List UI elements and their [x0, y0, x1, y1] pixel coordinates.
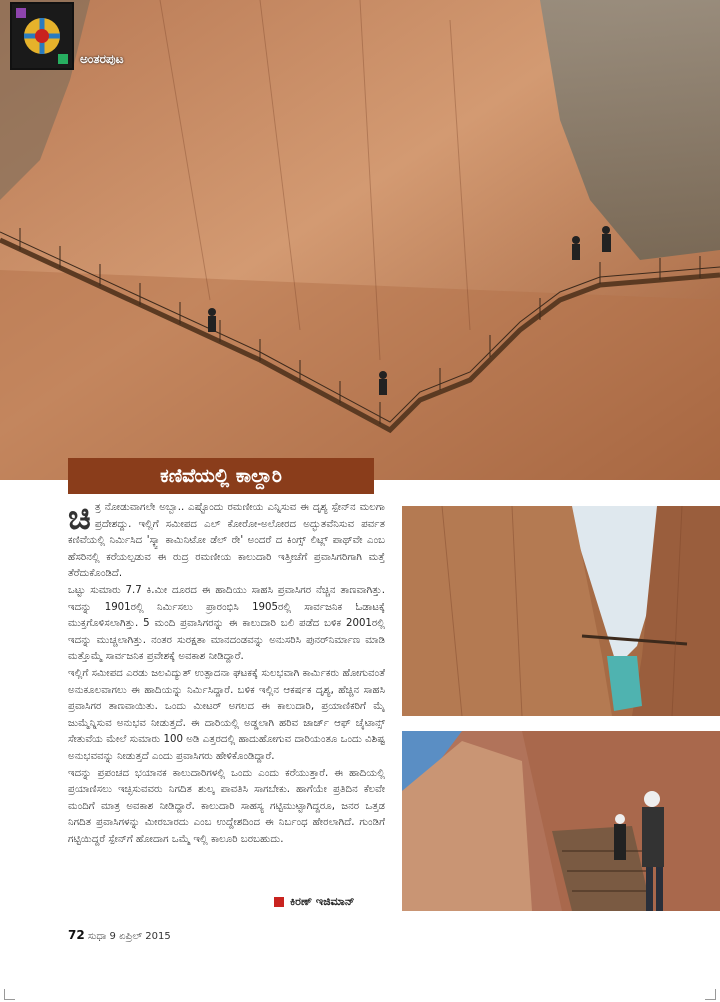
article-paragraph: ಇದನ್ನು ಪ್ರಪಂಚದ ಭಯಾನಕ ಕಾಲುದಾರಿಗಳಲ್ಲಿ ಒಂದು ಎಂದು ಕರೆಯುತ್ತಾರೆ. ಈ ಹಾದಿಯಲ್ಲಿ ಪ್ರಯಾಣಿಸಲು ಇಚ್ಛಿಸುವವರು ನಿಗದಿತ ಶುಲ್ಕ ಪಾವತಿಸಿ ಸಾಗಬೇಕು. ಹಾಗೆಯೇ ಪ್ರತಿದಿನ ಕೆಲವೇ ಮಂದಿಗೆ ಮಾತ್ರ ಅವಕಾಶ ನೀಡಿದ್ದಾರೆ. ಕಾಲುದಾರಿ ಸಾಹಸ್ಯ ಗಟ್ಟಿಮುಟ್ಟಾಗಿದ್ದರೂ, ಜನರ ಒತ್ತಡ ನಿಗದಿತ ಪ್ರವಾಸಿಗಳನ್ನು ಮೀರಬಾರದು ಎಂಬ ಉದ್ದೇಶದಿಂದ ಈ ನಿರ್ಬಂಧ ಹೇರಲಾಗಿದೆ. ಗುಂಡಿಗೆ ಗಟ್ಟಿಯಿದ್ದರೆ ಸ್ಪೇನ್‌ಗೆ ಹೋದಾಗ ಒಮ್ಮೆ ಇಲ್ಲಿ ಕಾಲೂರಿ ಬರಬಹುದು. — [68, 767, 385, 845]
crop-mark — [705, 989, 716, 1000]
photo-walkway-hikers — [402, 731, 720, 911]
hero-photo-cliff-walkway — [0, 0, 720, 480]
author-name: ಕಿರಣ್ ಇಜಿಮಾನ್ — [290, 895, 355, 908]
article-paragraph — [68, 500, 385, 583]
byline — [274, 895, 355, 909]
section-tag: ಅಂತರಪುಟ — [80, 52, 124, 66]
photo-canyon-bridge — [402, 506, 720, 716]
article-paragraph: ಒಟ್ಟು ಸುಮಾರು 7.7 ಕಿ.ಮೀ ದೂರದ ಈ ಹಾದಿಯು ಸಾಹಸಿ ಪ್ರವಾಸಿಗರ ನೆಚ್ಚಿನ ತಾಣವಾಗಿತ್ತು. ಇದನ್ನು 1901ರಲ್ಲಿ ನಿರ್ಮಿಸಲು ಪ್ರಾರಂಭಿಸಿ 1905ರಲ್ಲಿ ಸಾರ್ವಜನಿಕ ಓಡಾಟಕ್ಕೆ ಮುಕ್ತಗೊಳಿಸಲಾಗಿತ್ತು. 5 ಮಂದಿ ಪ್ರವಾಸಿಗರನ್ನು ಈ ಕಾಲುದಾರಿ ಬಲಿ ಪಡೆದ ಬಳಿಕ 2001ರಲ್ಲಿ ಇದನ್ನು ಮುಚ್ಚಲಾಗಿತ್ತು. ನಂತರ ಸುರಕ್ಷತಾ ಮಾನದಂಡವನ್ನು ಅನುಸರಿಸಿ ಪುನರ್‌ನಿರ್ಮಾಣ ಮಾಡಿ ಮತ್ತೊಮ್ಮೆ ಸಾರ್ವಜನಿಕ ಪ್ರವೇಶಕ್ಕೆ ಅವಕಾಶ ನೀಡಿದ್ದಾರೆ. — [68, 584, 385, 663]
magazine-logo-icon — [10, 2, 74, 70]
page-number: 72 — [68, 928, 85, 942]
article-title: ಕಣಿವೆಯಲ್ಲಿ ಕಾಲ್ದಾರಿ — [68, 458, 374, 494]
cliff-illustration — [0, 0, 720, 480]
page-footer — [68, 928, 171, 942]
paragraph-text: ತ್ರ ನೋಡುವಾಗಲೇ ಅಬ್ಬಾ.. ಎಷ್ಟೊಂದು ರಮಣೀಯ ಎನ್ನಿಸುವ ಈ ದೃಶ್ಯ ಸ್ಪೇನ್‌ನ ಮಲಗಾ ಪ್ರದೇಶದ್ದು. ಇಲ್ಲಿಗೆ ಸಮೀಪದ ಎಲ್ ಕೋರೋ-ಅಲೋರದ ಅದ್ಭುತವೆನಿಸುವ ಪರ್ವತ ಕಣಿವೆಯಲ್ಲಿ ನಿರ್ಮಿಸಿದ 'ಸ್ಕ್ವಾ ಕಾಮಿನಿಟೋ ಡೆಲ್ ರೇ' ಅಂದರೆ ದ ಕಿಂಗ್ಸ್ ಲಿಟ್ಲ್ ಪಾಥ್‌ವೇ ಎಂಬ ಹೆಸರಿನಲ್ಲಿ ಕರೆಯಲ್ಪಡುವ ಈ ರುದ್ರ ರಮಣೀಯ ಕಾಲುದಾರಿ ಇತ್ತೀಚೆಗೆ ಪ್ರವಾಸಿಗರಿಗಾಗಿ ಮತ್ತೆ ತೆರೆದುಕೊಂಡಿದೆ. — [68, 502, 385, 580]
red-square-icon — [274, 897, 284, 907]
issue-info: ಸುಧಾ 9 ಏಪ್ರಿಲ್ 2015 — [87, 931, 171, 942]
article-body — [68, 500, 385, 848]
crop-mark — [4, 989, 15, 1000]
article-paragraph: ಇಲ್ಲಿಗೆ ಸಮೀಪದ ಎರಡು ಜಲವಿದ್ಯುತ್ ಉತ್ಪಾದನಾ ಘಟಕಕ್ಕೆ ಸುಲಭವಾಗಿ ಕಾರ್ಮಿಕರು ಹೋಗುವಂತೆ ಅನುಕೂಲವಾಗಲು ಈ ಹಾದಿಯನ್ನು ನಿರ್ಮಿಸಿದ್ದಾರೆ. ಬಳಿಕ ಇಲ್ಲಿನ ಆಕರ್ಷಕ ದೃಶ್ಯ, ಹೆಚ್ಚಿನ ಸಾಹಸಿ ಪ್ರವಾಸಿಗರ ತಾಣವಾಯಿತು. ಒಂದು ಮೀಟರ್ ಅಗಲದ ಈ ಕಾಲುದಾರಿ, ಪ್ರಯಾಣಿಕರಿಗೆ ಮೈ ಜುಮ್ಮೆನ್ನಿಸುವ ಅನುಭವ ನೀಡುತ್ತದೆ. ಈ ದಾರಿಯಲ್ಲಿ ಅಡ್ಡಲಾಗಿ ಹರಿವ ಜಾರ್ಜ್ ಆಫ್ ಚೈಟಾನ್ಸ್ ಸೇತುವೆಯ ಮೇಲೆ ಸುಮಾರು 100 ಅಡಿ ಎತ್ತರದಲ್ಲಿ ಹಾದುಹೋಗುವ ದಾರಿಯಂತೂ ಒಂದು ವಿಶಿಷ್ಟ ಅನುಭವವನ್ನು ನೀಡುತ್ತದೆ ಎಂದು ಪ್ರವಾಸಿಗರು ಹೇಳಿಕೊಂಡಿದ್ದಾರೆ. — [68, 667, 385, 762]
dropcap: ಚಿ — [68, 498, 91, 538]
